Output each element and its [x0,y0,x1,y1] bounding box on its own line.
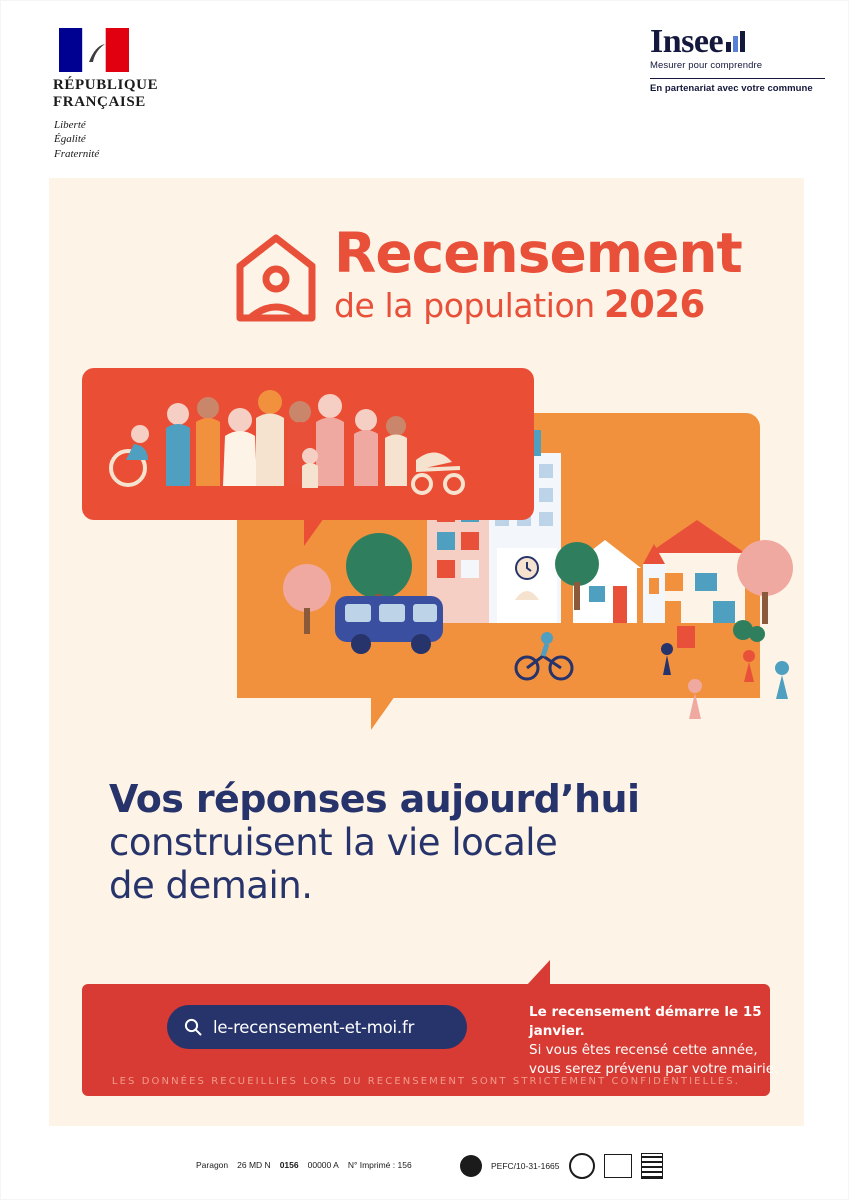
speech-bubble-red-tail [304,518,336,546]
cta-band [82,984,779,1096]
title-subline [334,283,742,326]
title-year: 2026 [603,283,705,326]
republique-title [53,77,233,112]
cta-info-line2: Si vous êtes recensé cette année, [529,1042,758,1059]
footer-ref-bold: 0156 [279,1160,299,1170]
pefc-label: PEFC/10-31-1665 [491,1161,560,1171]
triman-icon [460,1155,482,1177]
cta-info-line1: Le recensement démarre le 15 janvier. [529,1004,762,1040]
website-url-pill[interactable] [167,1005,467,1049]
cta-bubble-tail [514,960,550,986]
insee-logo-block [650,23,825,95]
footer-ref-rest: 00000 A [307,1160,339,1170]
house-person-icon [234,232,318,324]
document-header [0,0,849,178]
insee-partner-text: En partenariat avec votre commune [650,83,813,95]
devise-fraternite: Fraternité [54,148,100,161]
devise-block [54,118,233,163]
headline-line2: construisent la vie locale [109,820,558,864]
document-footer [0,1150,849,1200]
republique-francaise-block [53,28,233,162]
people-group-illustration [82,368,534,520]
confidentiality-notice: LES DONNÉES RECUEILLIES LORS DU RECENSEMENT SONT STRICTEMENT CONFIDENTIELLES. [111,1076,741,1087]
devise-egalite: Égalité [54,133,86,146]
poster [49,178,804,1126]
insee-bars-icon [726,32,745,52]
poster-illustration [49,368,804,768]
search-icon [183,1017,203,1037]
devise-liberte: Liberté [54,118,86,131]
footer-print-info [196,1160,412,1170]
footer-ref-plain: 26 MD N [237,1160,271,1170]
bin-sort-icon [641,1153,663,1179]
insee-baseline: Mesurer pour comprendre [650,60,763,72]
recycle-icon [569,1153,595,1179]
cta-info-text [529,1003,804,1080]
website-url-text: le-recensement-et-moi.fr [213,1017,415,1037]
republique-line2: FRANÇAISE [53,94,146,111]
poster-title-text [334,221,742,326]
headline-line3: de demain. [109,864,313,908]
poster-title-lockup [234,221,742,326]
headline-line1: Vos réponses aujourd’hui [109,777,640,821]
insee-divider [650,78,825,79]
title-recensement: Recensement [334,221,742,285]
republique-line1: RÉPUBLIQUE [53,77,159,93]
marianne-flag-icon [59,28,129,72]
cta-info-line3: vous serez prévenu par votre mairie. [529,1061,779,1078]
footer-printer: Paragon [196,1160,229,1170]
footer-certification-marks [460,1153,663,1179]
paper-icon [604,1154,632,1178]
title-population: de la population [334,286,595,325]
poster-headline [109,778,749,908]
insee-wordmark: Insee [650,23,724,60]
insee-logo-row [650,23,825,60]
footer-print-number: N° Imprimé : 156 [347,1160,412,1170]
